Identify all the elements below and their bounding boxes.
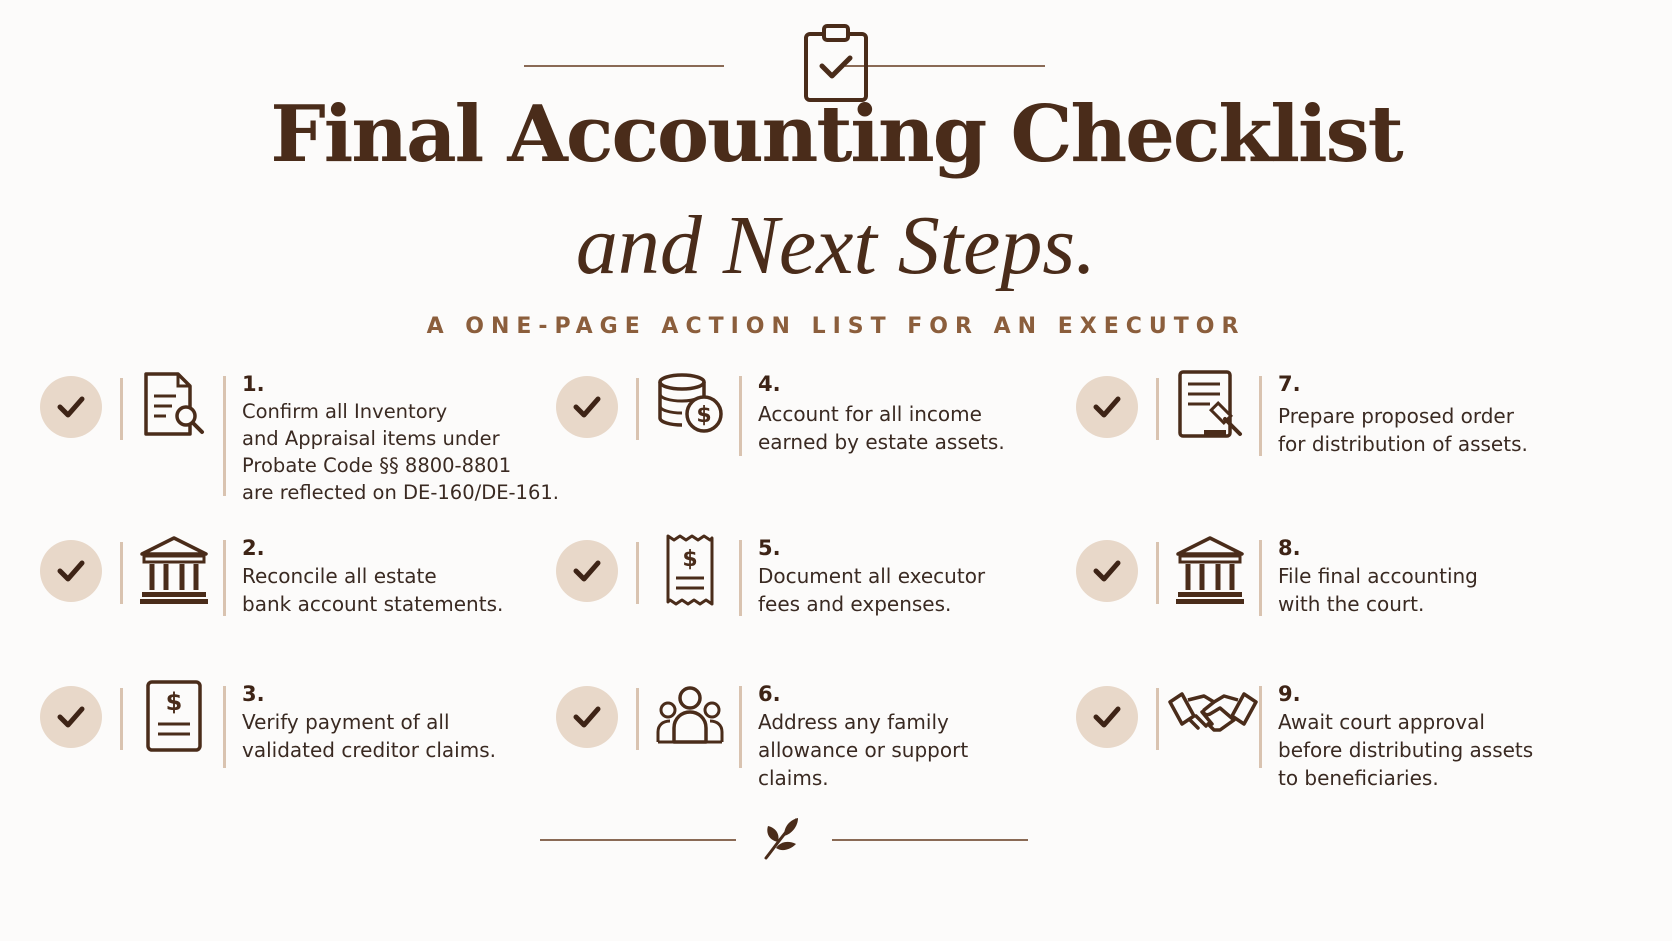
svg-text:$: $ xyxy=(682,547,698,572)
checklist-item-2 xyxy=(40,536,580,670)
family-group-icon xyxy=(654,680,726,752)
item-number: 6. xyxy=(758,682,781,706)
checkmark-icon xyxy=(40,540,102,602)
handshake-icon xyxy=(1168,680,1258,752)
document-gavel-icon xyxy=(1174,370,1246,442)
divider xyxy=(1259,376,1262,456)
item-number: 9. xyxy=(1278,682,1301,706)
svg-text:$: $ xyxy=(165,688,183,716)
divider xyxy=(223,376,226,496)
page-subtitle: A ONE-PAGE ACTION LIST FOR AN EXECUTOR xyxy=(426,314,1246,339)
divider xyxy=(1156,378,1159,440)
divider xyxy=(636,688,639,750)
page-title-secondary: and Next Steps. xyxy=(575,199,1097,292)
divider xyxy=(120,378,123,440)
footer-rule-left xyxy=(540,839,736,841)
divider xyxy=(739,376,742,456)
divider xyxy=(739,686,742,768)
checklist-item-3 xyxy=(40,682,580,816)
checklist-item-4 xyxy=(556,372,1096,506)
item-number: 7. xyxy=(1278,372,1301,396)
item-text: Await court approval before distributing assets to beneficiaries. xyxy=(1278,710,1534,790)
checklist-item-6 xyxy=(556,682,1096,816)
divider xyxy=(223,686,226,768)
checklist-item-1 xyxy=(40,372,580,506)
divider xyxy=(1259,540,1262,616)
courthouse-icon xyxy=(1174,534,1246,606)
leaf-sprig-icon xyxy=(758,812,808,862)
svg-text:$: $ xyxy=(696,403,712,428)
document-search-icon xyxy=(138,370,210,442)
item-number: 8. xyxy=(1278,536,1301,560)
checkmark-icon xyxy=(556,686,618,748)
checkmark-icon xyxy=(556,540,618,602)
item-text: Prepare proposed order for distribution of assets. xyxy=(1278,404,1528,456)
header-rule-left xyxy=(524,65,724,67)
footer-rule-right xyxy=(832,839,1028,841)
divider xyxy=(636,378,639,440)
item-text: Address any family allowance or support claims. xyxy=(758,710,969,790)
item-number: 1. xyxy=(242,372,265,396)
checkmark-icon xyxy=(556,376,618,438)
divider xyxy=(120,688,123,750)
item-number: 5. xyxy=(758,536,781,560)
item-text: Reconcile all estate bank account statements. xyxy=(242,564,504,616)
checklist-item-5 xyxy=(556,536,1096,670)
item-number: 2. xyxy=(242,536,265,560)
header-rule-right xyxy=(845,65,1045,67)
checkmark-icon xyxy=(40,686,102,748)
item-number: 4. xyxy=(758,372,781,396)
item-text: File final accounting with the court. xyxy=(1278,564,1478,616)
item-text: Verify payment of all validated creditor claims. xyxy=(242,710,496,762)
checkmark-icon xyxy=(40,376,102,438)
item-text: Confirm all Inventory and Appraisal items under Probate Code §§ 8800-8801 are reflected on DE-160/DE-161. xyxy=(242,400,559,504)
divider xyxy=(739,540,742,616)
checkmark-icon xyxy=(1076,540,1138,602)
coins-dollar-icon xyxy=(654,370,726,442)
item-text: Account for all income earned by estate assets. xyxy=(758,402,1005,454)
item-number: 3. xyxy=(242,682,265,706)
checklist-item-9 xyxy=(1076,682,1616,816)
divider xyxy=(1156,542,1159,604)
receipt-icon xyxy=(654,534,726,606)
bank-icon xyxy=(138,534,210,606)
divider xyxy=(1259,686,1262,768)
item-text: Document all executor fees and expenses. xyxy=(758,564,986,616)
checkmark-icon xyxy=(1076,686,1138,748)
checklist-item-7 xyxy=(1076,372,1616,506)
divider xyxy=(120,542,123,604)
divider xyxy=(1156,688,1159,750)
page-title: Final Accounting Checklist xyxy=(270,89,1402,180)
divider xyxy=(223,540,226,616)
checklist-item-8 xyxy=(1076,536,1616,670)
divider xyxy=(636,542,639,604)
checkmark-icon xyxy=(1076,376,1138,438)
invoice-dollar-icon xyxy=(138,680,210,752)
